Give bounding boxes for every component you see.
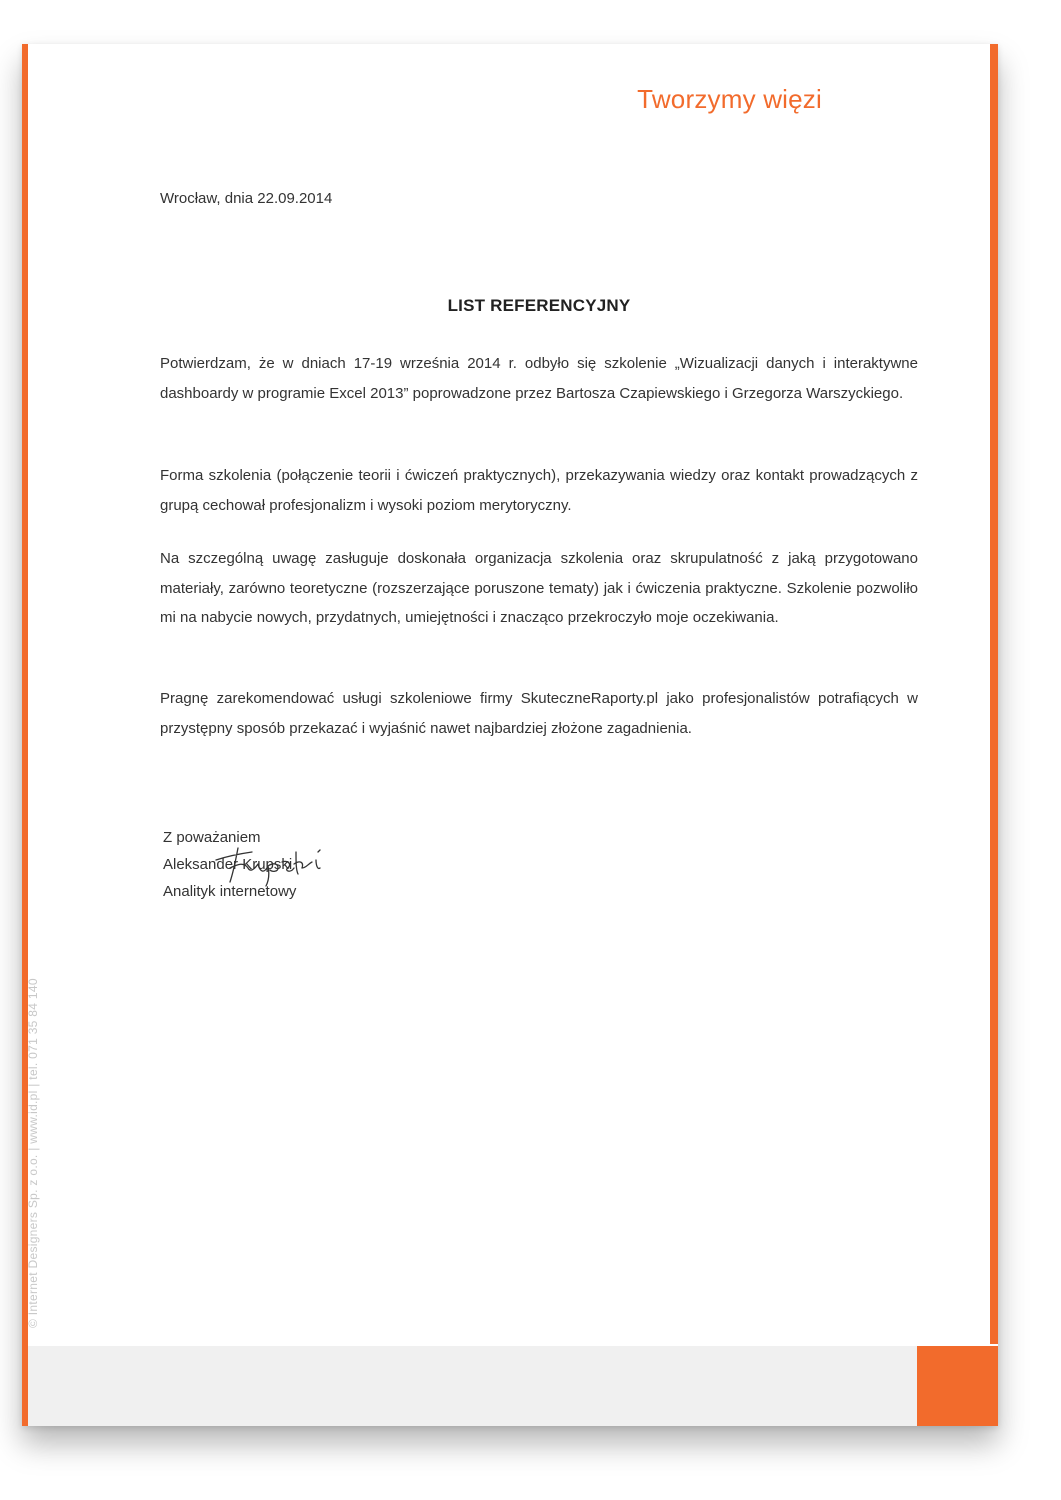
paragraph-4: Pragnę zarekomendować usługi szkoleniowe firmy SkuteczneRaporty.pl jako profesjonalistów potrafiących w przystępny sposób przekazać i wyjaśnić nawet najbardziej złożone zagadnienia.	[160, 690, 918, 737]
letter-title: LIST REFERENCYJNY	[447, 296, 631, 315]
closing-salutation: Z poważaniem	[163, 829, 261, 846]
footer-band	[28, 1346, 917, 1426]
right-accent-stripe	[990, 174, 998, 1344]
paragraph-3: Na szczególną uwagę zasługuje doskonała organizacja szkolenia oraz skrupulatność z jaką przygotowano materiały, zarówno teoretyczne (rozszerzające poruszone tematy) jak i ćwiczenia praktyczne. Szkolenie pozwoliło mi na nabycie nowych, przydatnych, umiejętności i znacząco przekroczyło moje oczekiwania.	[160, 550, 918, 626]
paragraph-1: Potwierdzam, że w dniach 17-19 września 2014 r. odbyło się szkolenie „Wizualizacji danych i interaktywne dashboardy w programie Excel 2013” poprowadzone przez Bartosza Czapiewskiego i Grzegorza Warszyckiego.	[160, 355, 918, 402]
paragraph-2: Forma szkolenia (połączenie teorii i ćwiczeń praktycznych), przekazywania wiedzy oraz kontakt prowadzących z grupą cechował profesjonalizm i wysoki poziom merytoryczny.	[160, 467, 918, 514]
company-footer-vertical: © Internet Designers Sp. z o.o. | www.id.pl | tel. 071 35 84 140	[26, 978, 40, 1328]
signatory-name: Aleksander Krupski	[163, 856, 293, 873]
content-panel-corner	[862, 194, 990, 214]
company-tagline: Tworzymy więzi	[637, 84, 822, 114]
id-logo-icon	[902, 80, 962, 140]
letter-date: Wrocław, dnia 22.09.2014	[160, 190, 333, 207]
signatory-role: Analityk internetowy	[163, 883, 297, 900]
handwritten-signature	[208, 838, 338, 888]
letter-page	[22, 44, 998, 1426]
footer-accent-block	[917, 1346, 998, 1426]
content-panel-gap	[856, 44, 862, 194]
